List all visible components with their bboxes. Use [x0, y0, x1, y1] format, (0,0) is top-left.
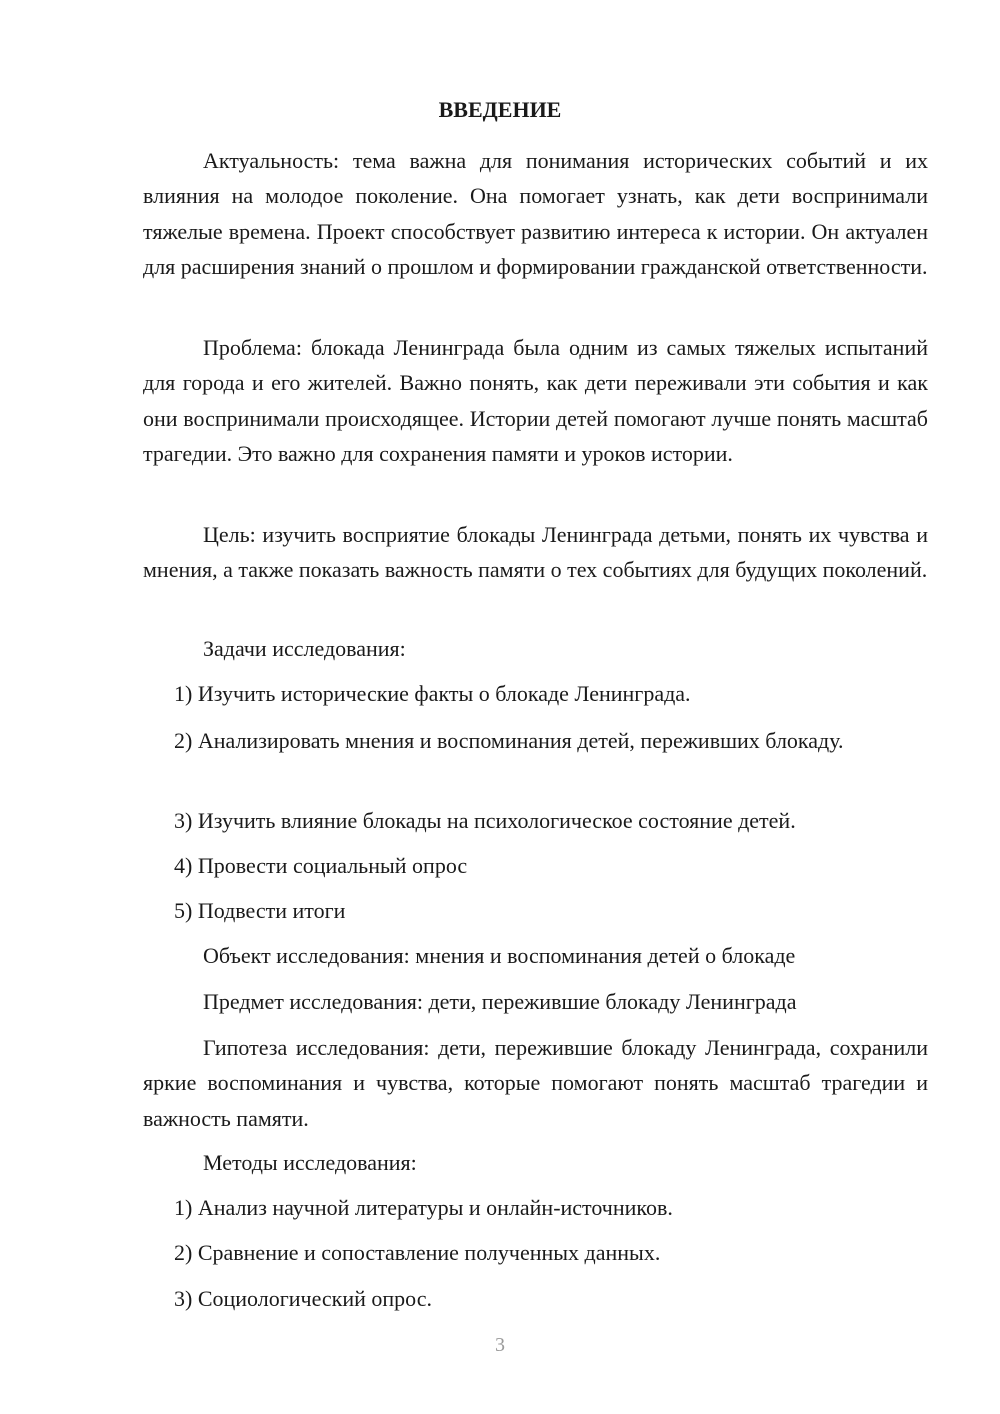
- hypothesis-paragraph: Гипотеза исследования: дети, пережившие блокаду Ленинграда, сохранили яркие воспоминания и чувства, которые помогают понять масштаб трагедии и важность памяти.: [143, 1035, 928, 1131]
- task-item-2: 2) Анализировать мнения и воспоминания детей, переживших блокаду.: [174, 728, 844, 753]
- task-item-5: 5) Подвести итоги: [174, 898, 346, 923]
- goal-paragraph: Цель: изучить восприятие блокады Ленинграда детьми, понять их чувства и мнения, а также показать важность памяти о тех событиях для будущих поколений.: [143, 522, 928, 583]
- relevance-paragraph: Актуальность: тема важна для понимания исторических событий и их влияния на молодое поколение. Она помогает узнать, как дети воспринимали тяжелые времена. Проект способствует развитию интереса к истории. Он актуален для расширения знаний о прошлом и формировании гражданской ответственности.: [143, 148, 928, 279]
- method-item-1: 1) Анализ научной литературы и онлайн-источников.: [174, 1195, 673, 1220]
- task-item-1: 1) Изучить исторические факты о блокаде Ленинграда.: [174, 681, 691, 706]
- task-item-4: 4) Провести социальный опрос: [174, 853, 468, 878]
- methods-heading: Методы исследования:: [203, 1150, 417, 1175]
- page-number: 3: [495, 1334, 505, 1356]
- page-heading: ВВЕДЕНИЕ: [438, 97, 562, 122]
- method-item-3: 3) Социологический опрос.: [174, 1286, 432, 1311]
- subject-paragraph: Предмет исследования: дети, пережившие блокаду Ленинграда: [203, 989, 797, 1014]
- method-item-2: 2) Сравнение и сопоставление полученных данных.: [174, 1240, 661, 1265]
- problem-paragraph: Проблема: блокада Ленинграда была одним из самых тяжелых испытаний для города и его жителей. Важно понять, как дети переживали эти события и как они воспринимали происходящее. Истории детей помогают лучше понять масштаб трагедии. Это важно для сохранения памяти и уроков истории.: [143, 335, 928, 466]
- tasks-heading: Задачи исследования:: [203, 636, 406, 661]
- task-item-3: 3) Изучить влияние блокады на психологическое состояние детей.: [174, 808, 796, 833]
- object-paragraph: Объект исследования: мнения и воспоминания детей о блокаде: [203, 943, 796, 968]
